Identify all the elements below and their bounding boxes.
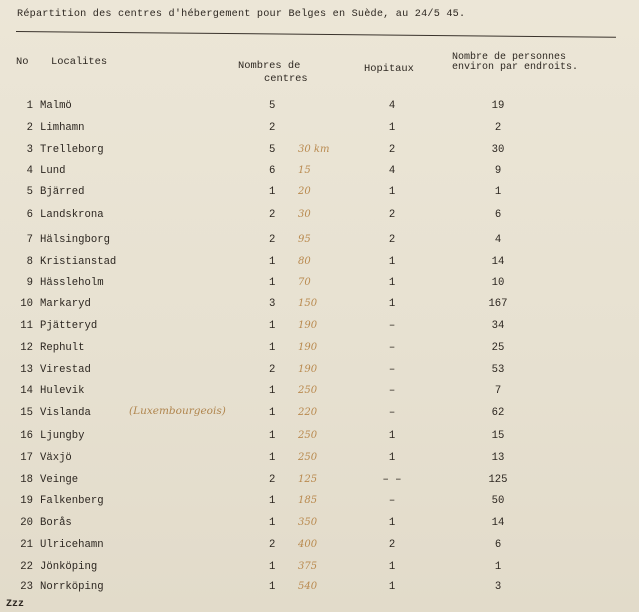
row-personnes: 50 (491, 495, 505, 507)
row-centres: 1 (269, 385, 276, 397)
row-number: 15 (20, 407, 33, 419)
row-centres: 6 (269, 165, 276, 177)
row-hopitaux: 2 (388, 234, 396, 246)
row-localite: Veinge (40, 474, 79, 486)
header-personnes-line1: Nombre de personnes (452, 52, 567, 63)
row-personnes: 14 (491, 517, 505, 529)
row-centres: 2 (269, 364, 276, 376)
row-centres: 1 (269, 581, 276, 593)
row-personnes: 9 (494, 165, 502, 177)
row-personnes: 4 (494, 234, 502, 246)
header-hopitaux: Hopitaux (364, 63, 414, 75)
row-handwritten-number: 185 (298, 495, 318, 506)
row-hopitaux: 2 (388, 144, 396, 156)
row-localite: Bjärred (40, 186, 85, 198)
row-localite: Kristianstad (40, 256, 117, 268)
row-centres: 1 (269, 561, 276, 573)
row-localite: Trelleborg (40, 144, 104, 156)
row-number: 4 (26, 165, 33, 177)
table-row (0, 234, 639, 250)
row-hopitaux: 1 (388, 298, 396, 310)
row-handwritten-number: 350 (298, 517, 318, 528)
row-number: 14 (20, 385, 33, 397)
table-row (0, 122, 639, 138)
row-localite: Lund (40, 165, 66, 177)
row-number: 23 (20, 581, 33, 593)
row-number: 20 (20, 517, 33, 529)
row-localite: Växjö (40, 452, 72, 464)
row-number: 7 (26, 234, 33, 246)
row-handwritten-number: 30 km (298, 144, 330, 155)
row-personnes: 1 (494, 186, 502, 198)
table-row (0, 581, 639, 597)
row-personnes: 34 (491, 320, 505, 332)
row-hopitaux: – (388, 495, 396, 507)
row-centres: 1 (269, 186, 276, 198)
row-personnes: 6 (494, 539, 502, 551)
row-localite: Vislanda (40, 407, 91, 419)
row-handwritten-number: 95 (298, 234, 311, 245)
table-row (0, 517, 639, 533)
row-localite: Norrköping (40, 581, 104, 593)
row-personnes: 53 (491, 364, 505, 376)
row-hopitaux: – (388, 320, 396, 332)
row-personnes: 167 (488, 298, 508, 310)
row-personnes: 125 (488, 474, 508, 486)
row-number: 12 (20, 342, 33, 354)
document-title: Répartition des centres d'hébergement pour Belges en Suède, au 24/5 45. (17, 9, 466, 20)
row-centres: 1 (269, 495, 276, 507)
row-localite: Borås (40, 517, 72, 529)
row-hopitaux: 4 (388, 100, 396, 112)
row-hopitaux: 1 (388, 256, 396, 268)
table-row (0, 144, 639, 160)
row-localite: Hässleholm (40, 277, 104, 289)
row-personnes: 13 (491, 452, 505, 464)
row-personnes: 6 (494, 209, 502, 221)
row-personnes: 30 (491, 144, 505, 156)
row-personnes: 2 (494, 122, 502, 134)
row-hopitaux: 4 (388, 165, 396, 177)
row-hopitaux: 1 (388, 561, 396, 573)
row-personnes: 62 (491, 407, 505, 419)
row-centres: 2 (269, 539, 276, 551)
row-localite: Pjätteryd (40, 320, 98, 332)
table-row (0, 342, 639, 358)
footer-mark: Zzz (6, 599, 25, 610)
row-number: 6 (26, 209, 33, 221)
row-number: 13 (20, 364, 33, 376)
row-handwritten-number: 80 (298, 256, 311, 267)
row-hopitaux: – (388, 364, 396, 376)
row-centres: 1 (269, 407, 276, 419)
row-personnes: 15 (491, 430, 505, 442)
row-personnes: 3 (494, 581, 502, 593)
row-localite: Limhamn (40, 122, 85, 134)
row-handwritten-number: 190 (298, 364, 318, 375)
header-localites: Localites (51, 56, 108, 68)
row-number: 5 (26, 186, 33, 198)
row-handwritten-number: 375 (298, 561, 318, 572)
row-localite: Jönköping (40, 561, 98, 573)
row-localite: Landskrona (40, 209, 104, 221)
table-row (0, 430, 639, 446)
row-handwritten-number: 220 (298, 407, 318, 418)
row-centres: 1 (269, 517, 276, 529)
row-hopitaux: 2 (388, 539, 396, 551)
row-localite: Rephult (40, 342, 85, 354)
table-row (0, 277, 639, 293)
row-number: 10 (20, 298, 33, 310)
row-centres: 1 (269, 342, 276, 354)
row-handwritten-number: 250 (298, 385, 318, 396)
row-hopitaux: 1 (388, 122, 396, 134)
row-hopitaux: 1 (388, 581, 396, 593)
row-handwritten-number: 250 (298, 452, 318, 463)
row-hopitaux: 1 (388, 430, 396, 442)
row-centres: 1 (269, 277, 276, 289)
row-number: 17 (20, 452, 33, 464)
table-row (0, 186, 639, 202)
header-no: No (16, 56, 29, 68)
row-localite: Hulevik (40, 385, 85, 397)
row-centres: 3 (269, 298, 276, 310)
row-hopitaux: 1 (388, 452, 396, 464)
row-hopitaux: – (388, 407, 396, 419)
row-localite: Malmö (40, 100, 72, 112)
row-personnes: 7 (494, 385, 502, 397)
header-nombre-centres-line1: Nombres de (238, 60, 301, 72)
row-localite: Falkenberg (40, 495, 104, 507)
table-row (0, 452, 639, 468)
row-hopitaux: – (388, 342, 396, 354)
row-handwritten-number: 20 (298, 186, 311, 197)
row-hopitaux: 2 (388, 209, 396, 221)
row-number: 3 (26, 144, 33, 156)
row-centres: 2 (269, 234, 276, 246)
row-number: 8 (26, 256, 33, 268)
row-centres: 5 (269, 144, 276, 156)
row-centres: 1 (269, 320, 276, 332)
row-hopitaux: 1 (388, 277, 396, 289)
row-handwritten-number: 190 (298, 320, 318, 331)
row-centres: 1 (269, 452, 276, 464)
row-personnes: 19 (491, 100, 505, 112)
row-personnes: 25 (491, 342, 505, 354)
row-hopitaux: – (388, 385, 396, 397)
table-row (0, 100, 639, 116)
row-number: 2 (26, 122, 33, 134)
table-row (0, 385, 639, 401)
row-centres: 2 (269, 122, 276, 134)
row-number: 9 (26, 277, 33, 289)
table-row (0, 298, 639, 314)
row-number: 22 (20, 561, 33, 573)
row-hopitaux: 1 (388, 517, 396, 529)
row-handwritten-number: 400 (298, 539, 318, 550)
table-row (0, 209, 639, 225)
row-number: 1 (26, 100, 33, 112)
row-personnes: 14 (491, 256, 505, 268)
row-handwritten-number: 30 (298, 209, 311, 220)
row-number: 21 (20, 539, 33, 551)
row-handwritten-number: 150 (298, 298, 318, 309)
row-number: 19 (20, 495, 33, 507)
row-number: 16 (20, 430, 33, 442)
row-handwritten-number: 70 (298, 277, 311, 288)
row-handwritten-number: 540 (298, 581, 318, 592)
table-row (0, 539, 639, 555)
row-handwritten-number: 125 (298, 474, 318, 485)
row-handwritten-number: 190 (298, 342, 318, 353)
header-nombre-centres-line2: centres (264, 73, 308, 85)
row-centres: 1 (269, 256, 276, 268)
handwritten-note: (Luxembourgeois) (129, 405, 226, 417)
table-row (0, 561, 639, 577)
table-row (0, 165, 639, 181)
row-handwritten-number: 15 (298, 165, 311, 176)
row-personnes: 1 (494, 561, 502, 573)
table-row (0, 474, 639, 490)
row-localite: Virestad (40, 364, 91, 376)
row-number: 11 (20, 320, 33, 332)
table-row (0, 256, 639, 272)
row-handwritten-number: 250 (298, 430, 318, 441)
row-personnes: 10 (491, 277, 505, 289)
row-localite: Markaryd (40, 298, 91, 310)
header-personnes-line2: environ par endroits. (452, 62, 579, 73)
row-hopitaux: – – (382, 474, 402, 486)
table-row (0, 364, 639, 380)
row-number: 18 (20, 474, 33, 486)
table-row (0, 407, 639, 423)
row-centres: 2 (269, 209, 276, 221)
row-hopitaux: 1 (388, 186, 396, 198)
row-localite: Ulricehamn (40, 539, 104, 551)
row-centres: 2 (269, 474, 276, 486)
table-row (0, 495, 639, 511)
row-localite: Ljungby (40, 430, 85, 442)
row-centres: 5 (269, 100, 276, 112)
row-centres: 1 (269, 430, 276, 442)
row-localite: Hälsingborg (40, 234, 110, 246)
table-row (0, 320, 639, 336)
